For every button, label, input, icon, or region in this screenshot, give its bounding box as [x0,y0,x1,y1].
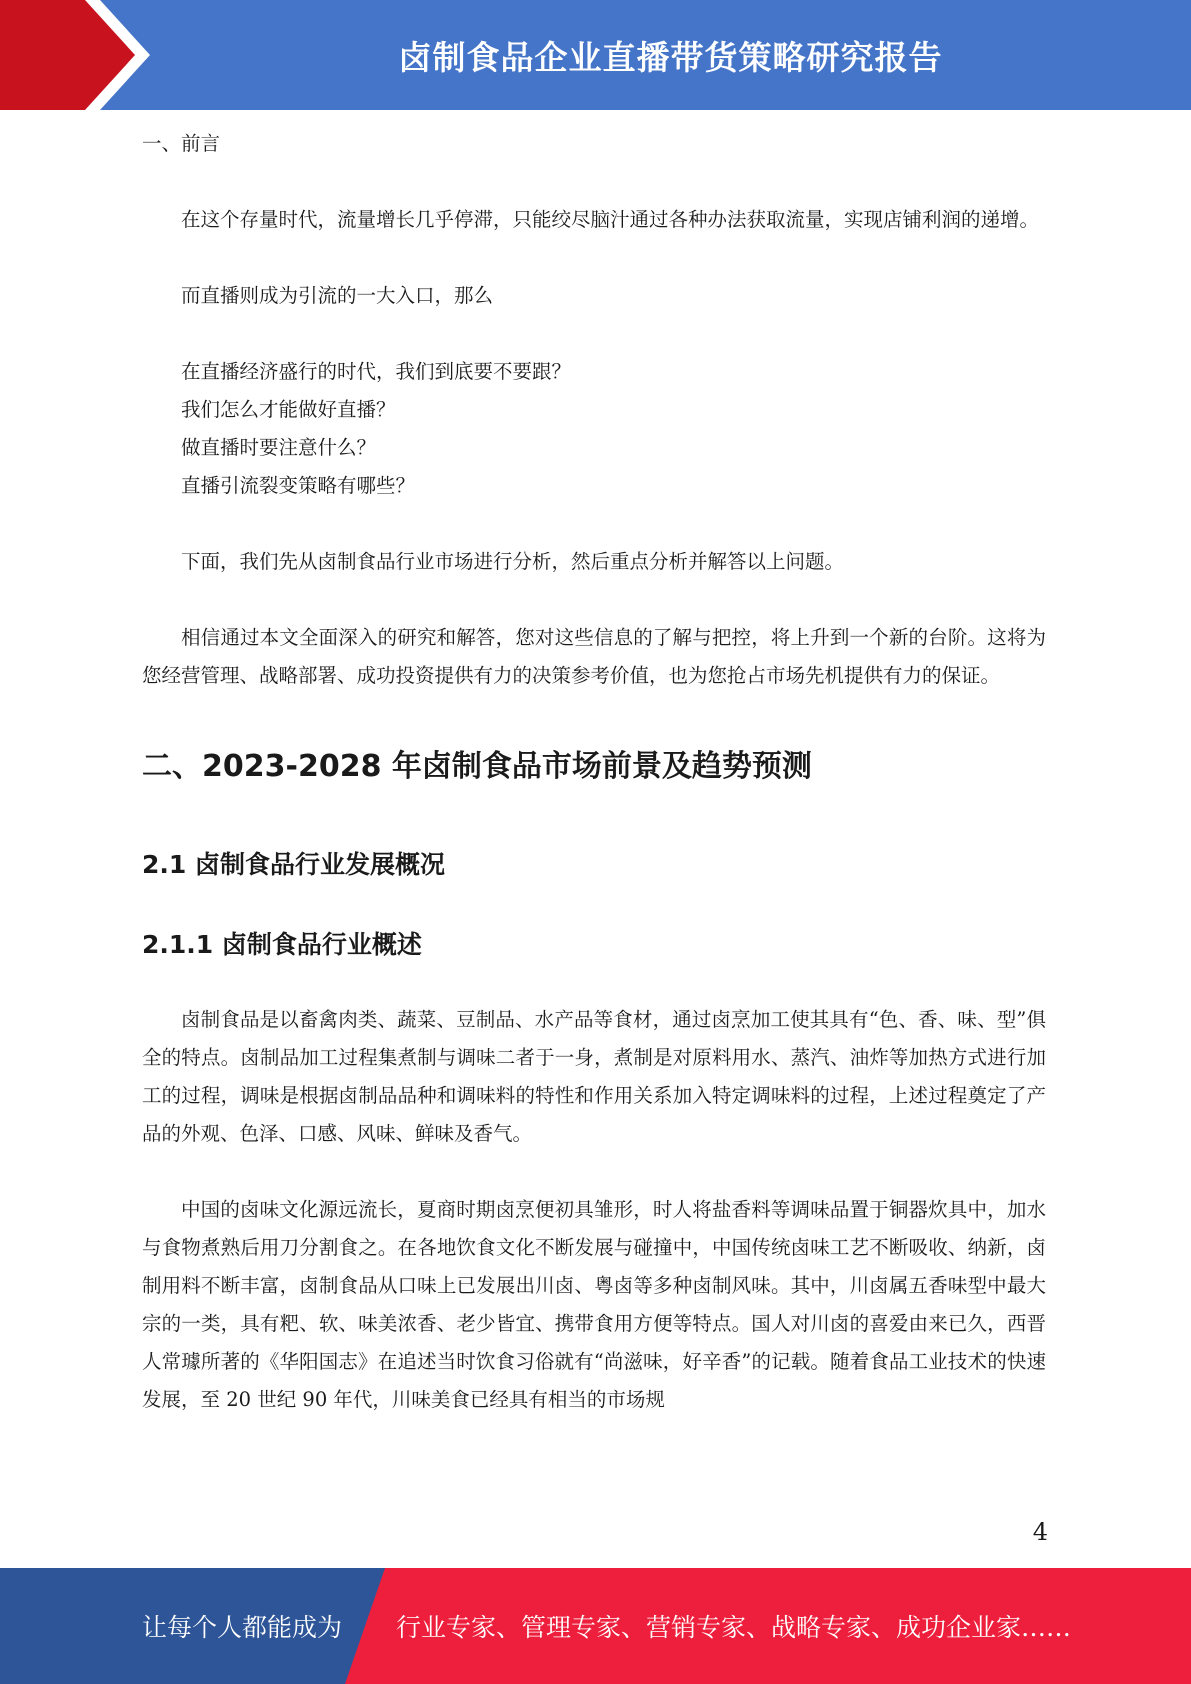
footer-banner [0,1568,1191,1684]
subsection-heading-industry-summary: 2.1.1 卤制食品行业概述 [142,930,422,959]
section-heading-preface: 一、前言 [142,132,221,155]
subsection-heading-overview: 2.1 卤制食品行业发展概况 [142,850,445,879]
paragraph: 卤制食品是以畜禽肉类、蔬菜、豆制品、水产品等食材，通过卤烹加工使其具有“色、香、味、型”俱全的特点。卤制品加工过程集煮制与调味二者于一身，煮制是对原料用水、蒸汽、油炸等加热方式进行加工的过程，调味是根据卤制品品种和调味料的特性和作用关系加入特定调味料的过程，上述过程奠定了产品的外观、色泽、口感、风味、鲜味及香气。 [142,1008,1046,1145]
footer-slogan-right: 行业专家、管理专家、营销专家、战略专家、成功企业家…… [396,1613,1072,1642]
document-title: 卤制食品企业直播带货策略研究报告 [398,37,943,77]
header-banner [0,0,1191,110]
paragraph: 而直播则成为引流的一大入口，那么 [181,284,494,307]
paragraph: 下面，我们先从卤制食品行业市场进行分析，然后重点分析并解答以上问题。 [181,550,845,573]
paragraph: 相信通过本文全面深入的研究和解答，您对这些信息的了解与把控，将上升到一个新的台阶。这将为您经营管理、战略部署、成功投资提供有力的决策参考价值，也为您抢占市场先机提供有力的保证。 [142,626,1046,687]
footer-slogan-left: 让每个人都能成为 [142,1613,343,1642]
paragraph: 在这个存量时代，流量增长几乎停滞，只能绞尽脑汁通过各种办法获取流量，实现店铺利润的递增。 [181,208,1040,231]
question-item: 我们怎么才能做好直播？ [181,398,396,421]
question-item: 在直播经济盛行的时代，我们到底要不要跟？ [181,360,572,383]
page-number: 4 [1032,1518,1048,1546]
question-item: 做直播时要注意什么？ [181,436,377,459]
section-heading-market-forecast: 二、2023-2028 年卤制食品市场前景及趋势预测 [142,749,812,784]
paragraph: 中国的卤味文化源远流长，夏商时期卤烹便初具雏形，时人将盐香料等调味品置于铜器炊具中，加水与食物煮熟后用刀分割食之。在各地饮食文化不断发展与碰撞中，中国传统卤味工艺不断吸收、纳新，卤制用料不断丰富，卤制食品从口味上已发展出川卤、粤卤等多种卤制风味。其中，川卤属五香味型中最大宗的一类，具有粑、软、味美浓香、老少皆宜、携带食用方便等特点。国人对川卤的喜爱由来已久，西晋人常璩所著的《华阳国志》在追述当时饮食习俗就有“尚滋味，好辛香”的记载。随着食品工业技术的快速发展，至 20 世纪 90 年代，川味美食已经具有相当的市场规 [142,1198,1046,1411]
page-content [142,120,1046,1419]
question-item: 直播引流裂变策略有哪些？ [181,474,416,497]
